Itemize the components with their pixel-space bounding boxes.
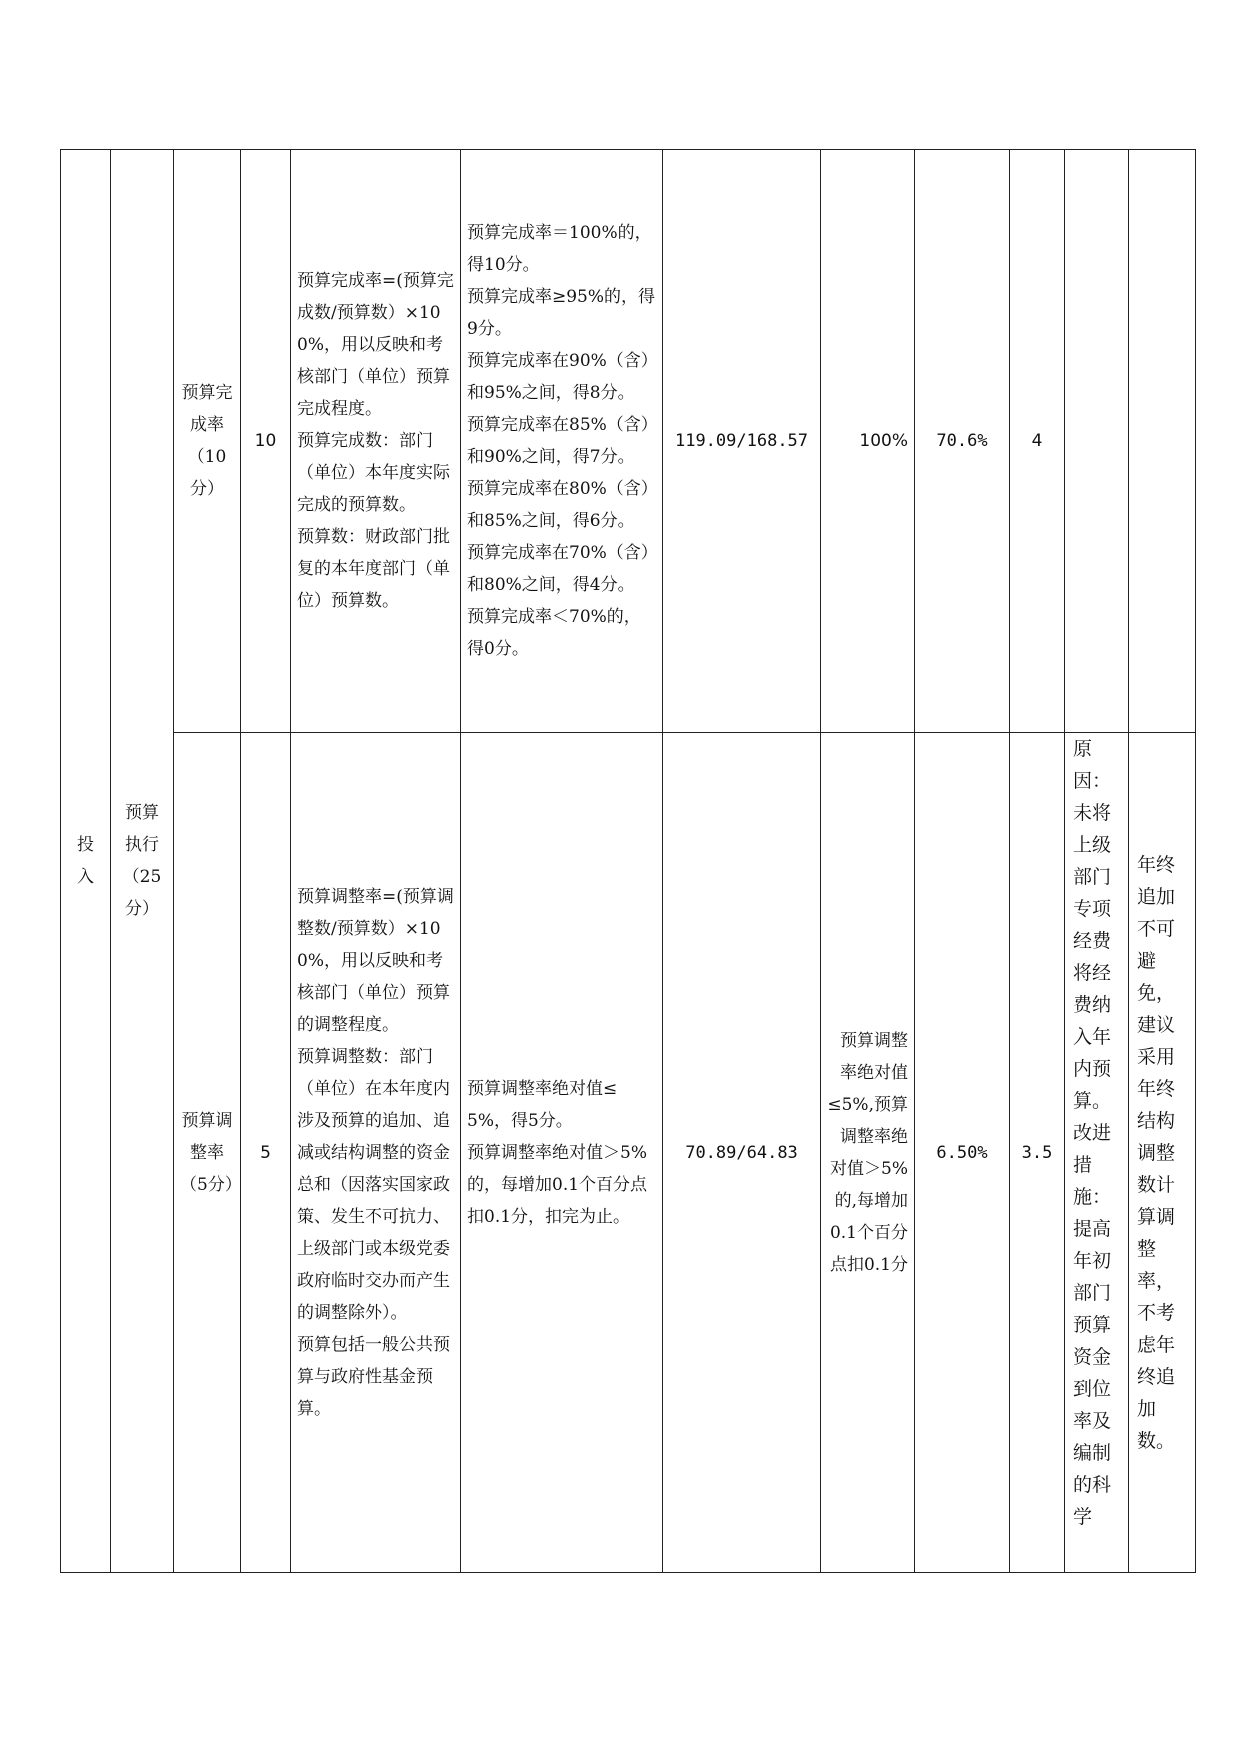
target-cell: 预算调整率绝对值≤5%,预算调整率绝对值＞5%的,每增加0.1个百分点扣0.1分 — [821, 733, 915, 1573]
table-row — [61, 150, 1196, 733]
table-row — [61, 733, 1196, 1573]
indicator-label: 预算完成率（10分） — [181, 383, 233, 499]
data-cell: 119.09/168.57 — [663, 150, 821, 733]
indicator-cell — [174, 150, 241, 733]
performance-evaluation-table — [60, 149, 1196, 1573]
level1-label: 投入 — [77, 835, 94, 887]
target-cell: 100% — [821, 150, 915, 733]
level1-cell — [61, 150, 111, 1573]
score-cell: 4 — [1010, 150, 1065, 733]
reason-cell: 原因：未将上级部门专项经费将经费纳入年内预算。改进措施：提高年初部门预算资金到位率及编制的科学 — [1065, 733, 1129, 1573]
weight-cell: 10 — [241, 150, 291, 733]
indicator-label: 预算调整率（5分） — [180, 1110, 242, 1195]
definition-cell: 预算完成率=(预算完成数/预算数）×100%，用以反映和考核部门（单位）预算完成程度。 预算完成数：部门（单位）本年度实际完成的预算数。 预算数：财政部门批复的本年度部门（单位）预算数。 — [291, 150, 461, 733]
standard-cell: 预算调整率绝对值≤5%，得5分。 预算调整率绝对值＞5%的，每增加0.1个百分点扣0.1分，扣完为止。 — [461, 733, 663, 1573]
data-cell: 70.89/64.83 — [663, 733, 821, 1573]
actual-cell: 70.6% — [915, 150, 1010, 733]
level2-cell — [111, 150, 174, 1573]
score-cell: 3.5 — [1010, 733, 1065, 1573]
indicator-cell — [174, 733, 241, 1573]
standard-cell: 预算完成率＝100%的，得10分。 预算完成率≥95%的，得9分。 预算完成率在90%（含）和95%之间，得8分。 预算完成率在85%（含）和90%之间，得7分。 预算完成率在80%（含）和85%之间，得6分。 预算完成率在70%（含）和80%之间，得4分。 预算完成率＜70%的，得0分。 — [461, 150, 663, 733]
actual-cell: 6.50% — [915, 733, 1010, 1573]
level2-label: 预算执行（25分） — [122, 803, 162, 919]
reason-cell — [1065, 150, 1129, 733]
definition-cell: 预算调整率=(预算调整数/预算数）×100%，用以反映和考核部门（单位）预算的调整程度。 预算调整数：部门（单位）在本年度内涉及预算的追加、追减或结构调整的资金总和（因落实国家政策、发生不可抗力、上级部门或本级党委政府临时交办而产生的调整除外）。 预算包括一般公共预算与政府性基金预算。 — [291, 733, 461, 1573]
suggestion-cell — [1129, 150, 1196, 733]
weight-cell: 5 — [241, 733, 291, 1573]
suggestion-cell: 年终追加不可避免，建议采用年终结构调整数计算调整率，不考虑年终追加数。 — [1129, 733, 1196, 1573]
